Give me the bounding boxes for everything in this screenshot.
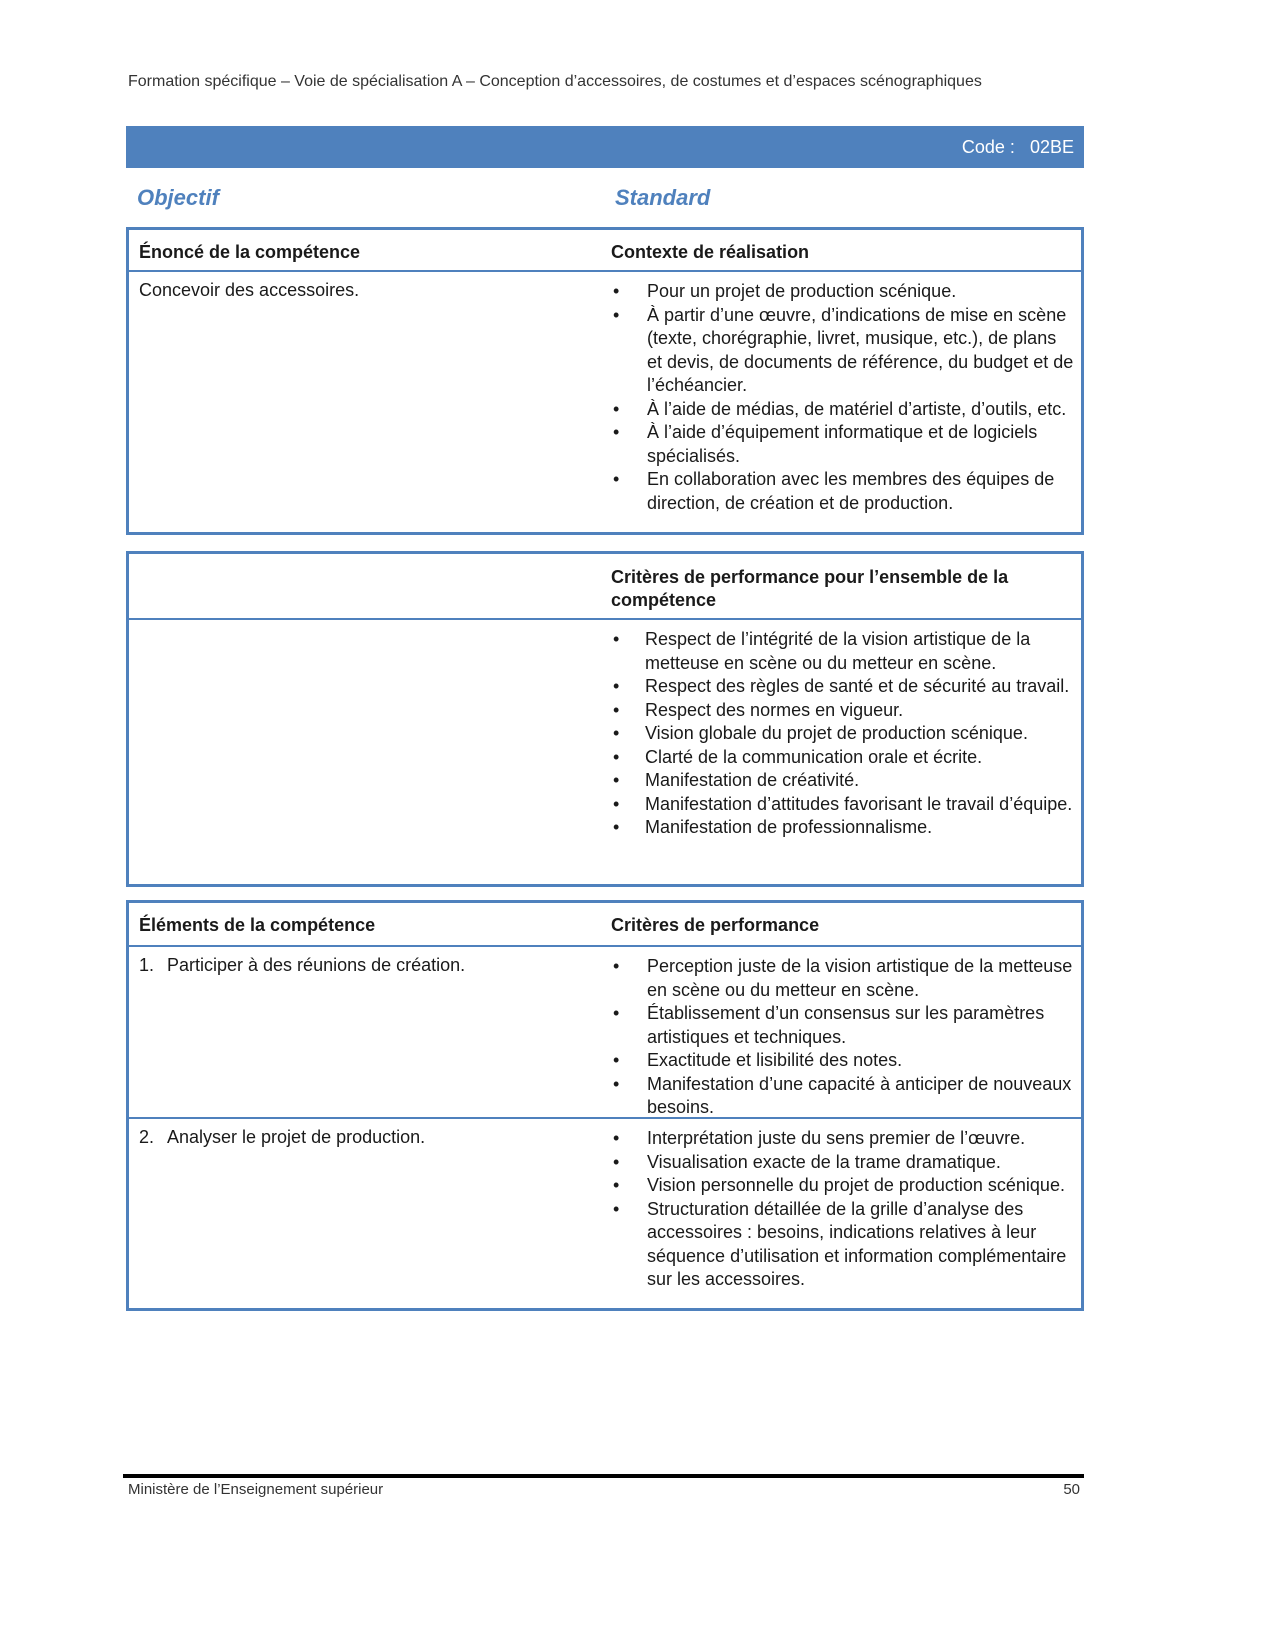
element-criterion: • Perception juste de la vision artistique de la metteuse en scène ou du metteur en scène. — [611, 955, 1075, 1002]
element-criterion: • Exactitude et lisibilité des notes. — [611, 1049, 1075, 1073]
standard-heading: Standard — [615, 185, 711, 210]
context-header: Contexte de réalisation — [611, 242, 810, 262]
code-label: Code : — [961, 136, 1015, 157]
element-row — [129, 1117, 1081, 1296]
element-criteria-list — [611, 1127, 1075, 1292]
global-criteria-item: • Respect de l’intégrité de la vision artistique de la metteuse en scène ou du metteur en scène. — [611, 628, 1075, 675]
code-value: 02BE — [1029, 136, 1074, 157]
element-row — [129, 945, 1081, 1117]
competence-statement: Concevoir des accessoires. — [139, 280, 360, 300]
competence-table — [126, 227, 1084, 535]
performance-criteria-header: Critères de performance — [611, 915, 820, 935]
element-criterion: • Vision personnelle du projet de production scénique. — [611, 1174, 1075, 1198]
global-criteria-item: • Manifestation de professionnalisme. — [611, 816, 1075, 840]
element-criterion: • Visualisation exacte de la trame dramatique. — [611, 1151, 1075, 1175]
element-criterion: • Manifestation d’une capacité à anticiper de nouveaux besoins. — [611, 1073, 1075, 1120]
elements-header: Éléments de la compétence — [139, 915, 376, 935]
competence-statement-header: Énoncé de la compétence — [139, 242, 361, 262]
code-bar — [126, 126, 1084, 168]
element-label: Participer à des réunions de création. — [167, 955, 466, 975]
global-criteria-item: • Manifestation d’attitudes favorisant le travail d’équipe. — [611, 793, 1075, 817]
element-criteria-list — [611, 955, 1075, 1120]
page-number: 50 — [1063, 1481, 1080, 1498]
global-criteria-table — [126, 551, 1084, 887]
context-item: • À l’aide de médias, de matériel d’artiste, d’outils, etc. — [611, 398, 1075, 422]
competence-table-header — [129, 230, 1081, 270]
context-item: • En collaboration avec les membres des équipes de direction, de création et de production. — [611, 468, 1075, 515]
element-number: 1. — [139, 955, 155, 975]
section-headings — [137, 185, 1082, 211]
context-item: • À l’aide d’équipement informatique et de logiciels spécialisés. — [611, 421, 1075, 468]
context-item: • Pour un projet de production scénique. — [611, 280, 1075, 304]
competence-table-body — [129, 270, 1081, 519]
element-label: Analyser le projet de production. — [167, 1127, 426, 1147]
element-criterion: • Établissement d’un consensus sur les paramètres artistiques et techniques. — [611, 1002, 1075, 1049]
global-criteria-item: • Respect des règles de santé et de sécurité au travail. — [611, 675, 1075, 699]
global-criteria-item: • Manifestation de créativité. — [611, 769, 1075, 793]
global-criteria-item: • Respect des normes en vigueur. — [611, 699, 1075, 723]
element-number: 2. — [139, 1127, 155, 1147]
context-list — [611, 280, 1075, 515]
context-item: • À partir d’une œuvre, d’indications de mise en scène (texte, chorégraphie, livret, musique, etc.), de plans et devis, de documents de référence, du budget et de l’échéancier. — [611, 304, 1075, 398]
objectif-heading: Objectif — [137, 185, 219, 210]
element-criterion: • Interprétation juste du sens premier de l’œuvre. — [611, 1127, 1075, 1151]
running-header: Formation spécifique – Voie de spécialisation A – Conception d’accessoires, de costumes et d’espaces scénographiques — [128, 73, 982, 90]
global-criteria-header: Critères de performance pour l’ensemble de la compétence — [611, 567, 1009, 610]
footer — [128, 1481, 1080, 1498]
elements-table — [126, 900, 1084, 1311]
global-criteria-list — [611, 628, 1075, 840]
global-criteria-item: • Vision globale du projet de production scénique. — [611, 722, 1075, 746]
footer-rule — [123, 1474, 1084, 1478]
global-criteria-item: • Clarté de la communication orale et écrite. — [611, 746, 1075, 770]
footer-ministry: Ministère de l’Enseignement supérieur — [128, 1481, 384, 1498]
element-criterion: • Structuration détaillée de la grille d’analyse des accessoires : besoins, indications relatives à leur séquence d’utilisation et information complémentaire sur les accessoires. — [611, 1198, 1075, 1292]
